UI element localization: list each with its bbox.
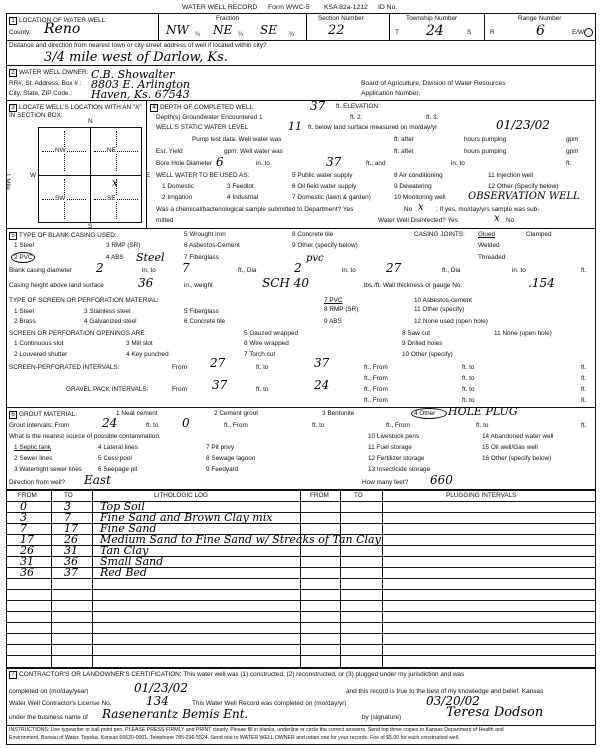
form-number: Form WWC-5 [268, 4, 310, 11]
form-title: WATER WELL RECORD [182, 4, 258, 11]
grout-label: GROUT MATERIAL: [19, 411, 77, 418]
owner-name: C.B. Showalter [91, 68, 175, 81]
ksa-number: KSA 82a-1212 [324, 4, 368, 11]
fraction-2: NE [213, 23, 233, 37]
license-label: Water Well Contractor's License No. [9, 700, 112, 707]
casing-type-label: TYPE OF BLANK CASING USED: [19, 232, 117, 239]
openings-label: SCREEN OR PERFORATION OPENINGS ARE: [9, 330, 147, 337]
water-well-record-form: WATER WELL RECORD Form WWC-5 KSA 82a-1212 ID No. 1 LOCATION OF WATER WELL: County: Reno Fraction NW ¼ NE ¼ SE ¼ Section Number 22 Township Number T 24 S Range Number R 6 E/W Distance and direction from nearest town or city street address of well if located within city? 3/4 mile west of Darlow, Ks. 2 WATER WELL OWNER: C.B. Showalter RR#, St. Address, Box # : 8803 E. Arlington City, State, ZIP Code : Haven, Ks. 67543 Board of Agriculture, Division of Water Resources Application Number: 3 LOCATE WELL'S LOCATION WITH AN "X" IN SECTION BOX: N S W E 1 Mile NW NE SW SE x 4 DEPTH OF COMPLETED WELL 37 ft. ELEVATION: Depth(s) Groundwater Encountered 1 ft. 2. ft. 3. WELL'S STATIC WATER LEVEL 11 ft. below land surface measured on mo/day/yr 01/23/02 Pump test data: Well water was ft. after hours pumping gpm Est. Yield gpm: Well water was ft. after hours pumping gpm Bore Hole Diameter 6 in. to 37 ft., and in. to ft. WELL WATER TO BE USED AS: 5 Public water supply 8 Air conditioning 11 Injection well 1 Domestic 3 Feedlot 6 Oil field water supply 9 Dewatering 12 Other (Specify below) 2 Irrigation 4 Industrial 7 Domestic (lawn & garden) 10 Monitoring well OBSERVATION WELL Was a chemical/bacteriological sample submitted to Department? Yes No x ; If yes, mo/day/yrs sample was sub- mitted Water Well Disinfected? Yes x No 5 TYPE OF BLANK CASING USED: 1 Steel 3 RMP (SR) 5 Wrought iron 8 Concrete tile 2 PVC 4 ABS 6 Asbestos-Cement 9 Other (specify below) 7 Fiberglass CASING JOINTS: Glued Clamped Welded Threaded Steel pvc Blank casing diameter 2 in. to 7 ft., Dia 2 in. to 27 ft., Dia in. to ft. Casing height above land surface 36 in., weight SCH 40 lbs./ft. Wall thickness or gauge No. .154 TYPE OF SCREEN OR PERFORATION MATERIAL: 1 Steel 3 Stainless steel 5 Fiberglass 7 PVC 10 Asbestos-cement 8 RMP (SR) 11 Other (specify) 2 Brass 4 Galvanized steel 6 Concrete tile 9 ABS 12 None used (open hole) SCREEN OR PERFORATION OPENINGS ARE: 5 Gauzed wrapped 8 Saw cut 11 None (open hole) 1 Continuous slot 3 Mill slot 6 Wire wrapped 9 Drilled holes 2 Louvered shutter 4 Key punched 7 Torch cut 10 Other (specify) SCREEN-PERFORATED INTERVALS: From 27 ft. to 37 ft., From ft. to ft. ft., From ft. to ft. GRAVEL PACK INTERVALS: From 37 ft. to 24 ft., From ft. to ft. ft., From ft. to ft. 6 GROUT MATERIAL: 1 Neat cement 2 Cement grout 3 Bentonite 4 Other HOLE PLUG Grout Intervals: From 24 ft. to 0 ft., From ft. to ft., From ft. to ft. What is the nearest source of possible contamination: 10 Livestock pens 14 Abandoned water well 1 Septic tank 4 Lateral lines 7 Pit privy 11 Fuel storage 15 Oil well/Gas well 2 Sewer lines 5 Cess pool 8 Sewage lagoon 12 Fertilizer storage 16 Other (specify below) 3 Watertight sewer lines 6 Seepage pit 9 Feedyard 13 Insecticide storage Direction from well? East How many feet? 660 FROM TO LITHOLOGIC LOG FROM TO PLUGGING INTERVALS 0 3 Top Soil 3 7 Fine Sand and Brown Clay mix 7 17 Fine Sand 17 26 Medium Sand to Fine Sand w/ Streaks of Tan Clay 26 31 Tan Clay 31 36 Small Sand 36 37 Red Bed 7 CONTRACTOR'S OR LANDOWNER'S CERTIFICATION: This water well was (1) constructed, (2) reconstructed, or (3) plugged under my jurisdiction and was completed on (mo/day/year) 01/23/02 and this record is true to the best of my knowledge and belief. Kansas Water Well Contractor's License No. 134 This Water Well Record was completed on (mo/day/yr) 03/20/02 under the business name of Rasenerantz Bemis Ent. by (signature) Teresa Dodson INSTRUCTIONS: Use typewriter or ball point pen. PLEASE PRESS FIRMLY and PRINT clearly. Please fill in blanks, underline or circle the correct answers. Send top three copies to Kansas Department of Health and Environment, Bureau of Water, Topeka, Kansas 66620-0001. Telephone 785-296-5524. Send one to WATER WELL OWNER and retain one for your records. Fee of $5.00 for each constructed well. [6, 3, 596, 745]
business-label: under the business name of [9, 714, 88, 721]
signature: Teresa Dodson [446, 705, 544, 720]
completed-label: completed on (mo/day/year) [9, 688, 89, 695]
township-label: Township Number [406, 15, 458, 22]
fraction-1: NW [166, 23, 189, 37]
gravel-label: GRAVEL PACK INTERVALS: [66, 386, 149, 393]
section-label: Section Number [318, 15, 364, 22]
other-use-value: OBSERVATION WELL [468, 191, 580, 202]
grout-intervals-label: Grout Intervals: From [9, 422, 70, 429]
range-direction: E/W [572, 29, 585, 36]
groundwater-label: Depth(s) Groundwater Encountered 1 [156, 114, 263, 121]
fraction-label: Fraction [216, 15, 240, 22]
owner-label: WATER WELL OWNER: [19, 69, 89, 76]
range-value: 6 [536, 23, 545, 39]
perforated-label: SCREEN-PERFORATED INTERVALS: [9, 364, 120, 371]
direction-label: Direction from well? [9, 479, 66, 486]
static-value: 11 [288, 120, 302, 133]
location-mark: x [112, 178, 118, 189]
locate-label: LOCATE WELL'S LOCATION WITH AN "X" IN SECTION BOX: [9, 104, 142, 120]
distance-value: 3/4 mile west of Darlow, Ks. [44, 50, 228, 65]
depth-value: 37 [310, 99, 326, 113]
casing-height-label: Casing height above land surface [9, 282, 104, 289]
address-label: RR#, St. Address, Box # : [9, 80, 82, 87]
grout-other-value: HOLE PLUG [448, 405, 518, 418]
range-label: Range Number [518, 15, 562, 22]
id-label: ID No. [378, 4, 398, 11]
depth-label: DEPTH OF COMPLETED WELL [160, 104, 254, 111]
certification-text: CONTRACTOR'S OR LANDOWNER'S CERTIFICATION: This water well was (1) constructed, (2) reconstructed, or (3) plugged under my jurisdiction and was [19, 671, 465, 678]
distance-label: Distance and direction from nearest town or city street address of well if located within city? [9, 42, 267, 49]
license-number: 134 [146, 694, 169, 708]
application-label: Application Number: [361, 90, 421, 97]
use-label: WELL WATER TO BE USED AS: [156, 172, 250, 179]
chem-label: Was a chemical/bacteriological sample submitted to Department? Yes [156, 206, 354, 213]
casing-diameter-label: Blank casing diameter [9, 267, 72, 274]
owner-address: 8803 E. Arlington [91, 78, 191, 91]
feet-value: 660 [430, 473, 453, 487]
instructions-line-1: INSTRUCTIONS: Use typewriter or ball point pen. PLEASE PRESS FIRMLY and PRINT clearly. Please fill in blanks, underline or circle the correct answers. Send top three copies to Kansas Department of Health and [9, 727, 504, 733]
county-label: County: [9, 29, 32, 36]
business-name: Rasenerantz Bemis Ent. [102, 707, 249, 721]
bore-label: Bore Hole Diameter [156, 160, 213, 167]
screen-type-label: TYPE OF SCREEN OR PERFORATION MATERIAL: [9, 297, 159, 304]
location-label: LOCATION OF WATER WELL: [19, 17, 107, 24]
instructions-line-2: Environment, Bureau of Water, Topeka, Kansas 66620-0001. Telephone 785-296-5524. Send one to WATER WELL OWNER and retain one for your records. Fee of $5.00 for each constructed well. [9, 735, 460, 741]
section-value: 22 [328, 23, 345, 38]
owner-city: Haven, Ks. 67543 [91, 88, 190, 101]
record-date: 03/20/02 [426, 694, 480, 708]
county-value: Reno [44, 21, 81, 37]
casing-joints-label: CASING JOINTS: [414, 231, 465, 238]
contamination-label: What is the nearest source of possible contamination: [9, 433, 161, 440]
township-value: 24 [426, 23, 444, 39]
bore-to-value: 37 [326, 155, 342, 169]
completed-date: 01/23/02 [134, 681, 188, 695]
fraction-3: SE [260, 23, 277, 37]
board-label: Board of Agriculture, Division of Water Resources [361, 80, 506, 87]
direction-value: East [84, 473, 111, 487]
disinfected-label: Water Well Disinfected? Yes [378, 217, 458, 224]
static-date: 01/23/02 [496, 118, 550, 132]
static-label: WELL'S STATIC WATER LEVEL [156, 124, 249, 131]
feet-label: How many feet? [362, 479, 409, 486]
form-header [6, 3, 596, 13]
bore-value: 6 [216, 155, 224, 169]
city-label: City, State, ZIP Code : [9, 90, 72, 97]
